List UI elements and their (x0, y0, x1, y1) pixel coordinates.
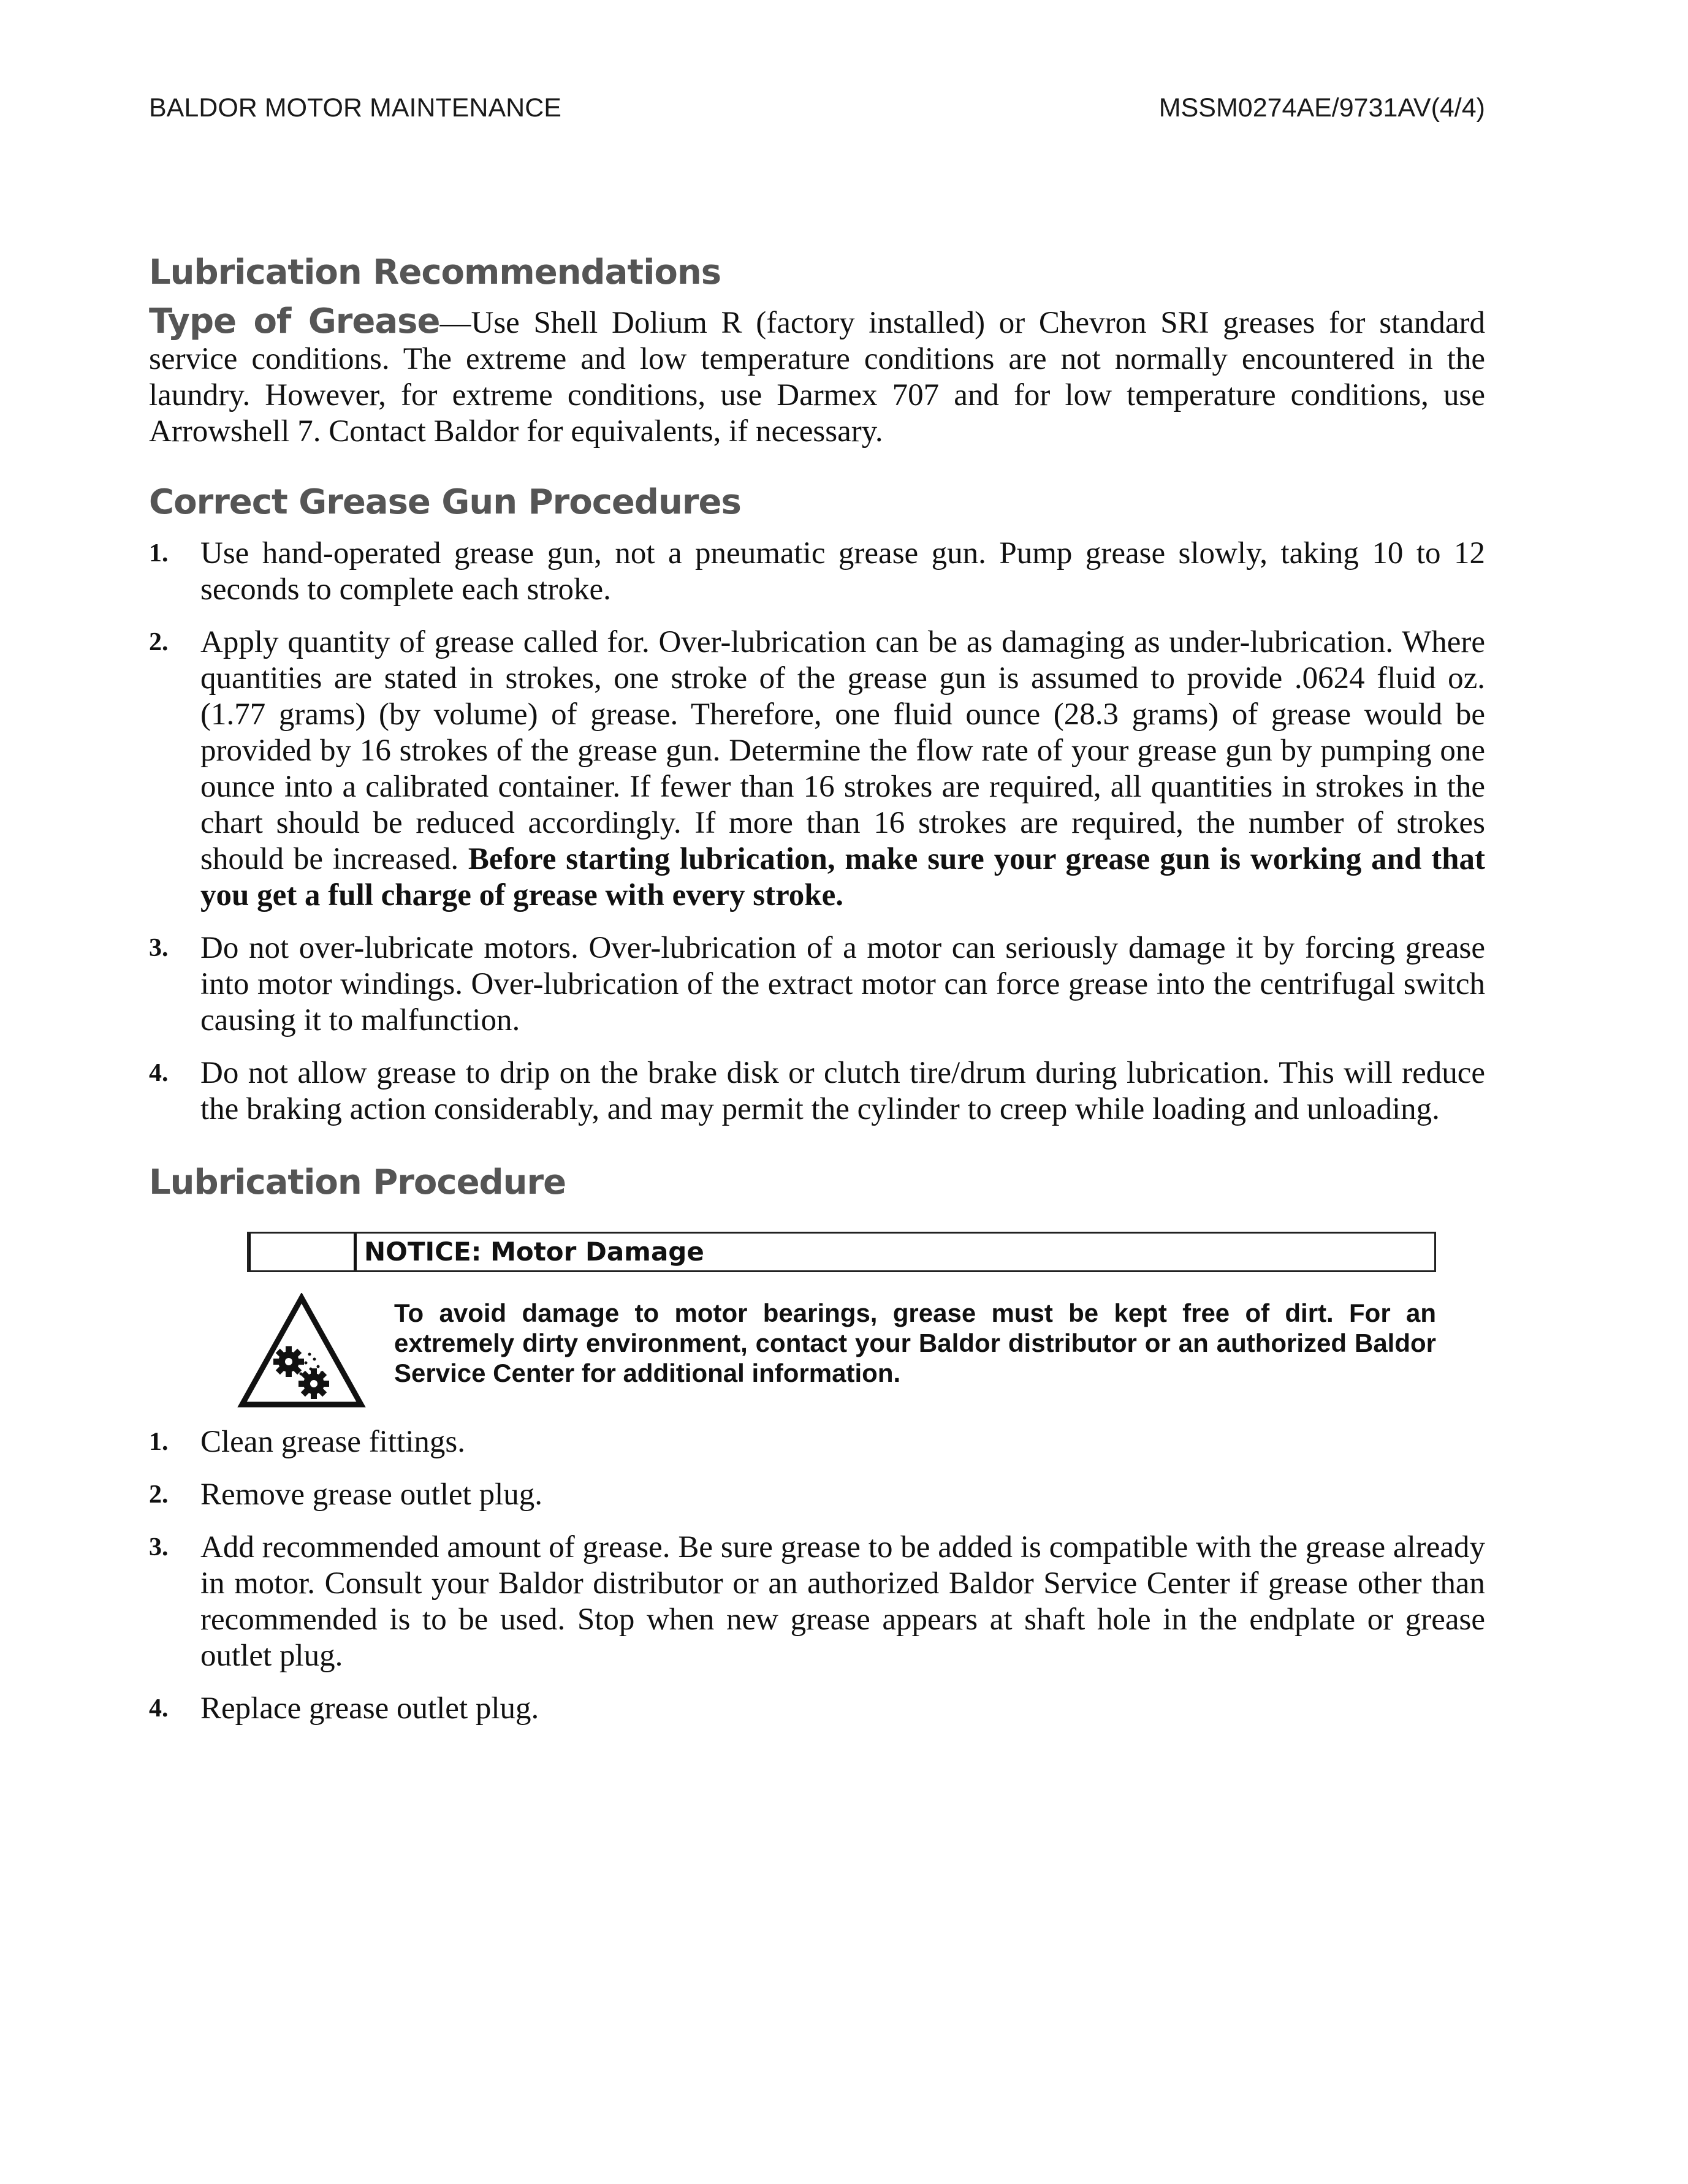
list-item (149, 624, 1485, 914)
header-title: BALDOR MOTOR MAINTENANCE (149, 93, 561, 123)
page-header (149, 93, 1485, 123)
section-title: Lubrication Recommendations (149, 252, 721, 292)
item-number: 2. (149, 628, 169, 656)
list-item (149, 1477, 1485, 1513)
item-text: Add recommended amount of grease. Be sure grease to be added is compatible with the grease already in motor. Consult your Baldor distributor or an authorized Baldor Service Center if grease other than recommended is to be used. Stop when new grease appears at shaft hole in the endplate or grease outlet plug. (200, 1530, 1485, 1673)
type-of-grease-paragraph (149, 303, 1485, 450)
type-of-grease-heading: Type of Grease (149, 301, 440, 341)
item-number: 3. (149, 934, 169, 962)
item-text: Do not allow grease to drip on the brake disk or clutch tire/drum during lubrication. This will reduce the braking action considerably, and may permit the cylinder to creep while loading and unloading. (200, 1056, 1485, 1126)
list-item (149, 930, 1485, 1039)
notice-box (247, 1232, 1436, 1416)
grease-gun-list (149, 536, 1485, 1128)
item-text: Apply quantity of grease called for. Over-lubrication can be as damaging as under-lubrication. Where quantities are stated in strokes, one stroke of the grease gun is assumed to provide .0624 fluid oz. (1.77 grams) (by volume) of grease. Therefore, one fluid ounce (28.3 grams) of grease would be provided by 16 strokes of the grease gun. Determine the flow rate of your grease gun by pumping one ounce into a calibrated container. If fewer than 16 strokes are required, all quantities in strokes in the chart should be reduced accordingly. If more than 16 strokes are required, the number of strokes should be increased. (200, 625, 1485, 876)
item-number: 4. (149, 1694, 169, 1723)
lubrication-procedure-list (149, 1424, 1485, 1727)
document-number: MSSM0274AE/9731AV(4/4) (1158, 93, 1485, 123)
item-text: Clean grease fittings. (200, 1425, 465, 1459)
item-number: 1. (149, 539, 169, 567)
lubrication-procedure-heading: Lubrication Procedure (149, 1162, 566, 1202)
item-text: Remove grease outlet plug. (200, 1477, 543, 1512)
hazard-gears-icon (237, 1293, 366, 1409)
page-content (149, 248, 1485, 1743)
list-item (149, 1424, 1485, 1460)
item-number: 3. (149, 1533, 169, 1561)
notice-title: NOTICE: Motor Damage (364, 1237, 704, 1267)
list-item (149, 536, 1485, 608)
item-text: Use hand-operated grease gun, not a pneumatic grease gun. Pump grease slowly, taking 10 to 12 seconds to complete each stroke. (200, 536, 1485, 607)
item-bold-text: Before starting lubrication, make sure your grease gun is working and that you get a full charge of grease with every stroke. (200, 842, 1486, 912)
item-number: 2. (149, 1481, 169, 1509)
item-text: Replace grease outlet plug. (200, 1691, 539, 1726)
notice-text: To avoid damage to motor bearings, grease must be kept free of dirt. For an extremely dirty environment, contact your Baldor distributor or an authorized Baldor Service Center for additional information. (394, 1299, 1436, 1387)
item-number: 1. (149, 1428, 169, 1456)
grease-gun-heading: Correct Grease Gun Procedures (149, 482, 741, 522)
item-text: Do not over-lubricate motors. Over-lubrication of a motor can seriously damage it by forcing grease into motor windings. Over-lubrication of the extract motor can force grease into the centrifugal switch causing it to malfunction. (200, 931, 1485, 1037)
notice-signal-box (249, 1234, 357, 1270)
list-item (149, 1055, 1485, 1128)
notice-header-bar (247, 1232, 1436, 1272)
type-of-grease-text: —Use Shell Dolium R (factory installed) or Chevron SRI greases for standard service conditions. The extreme and low temperature conditions are not normally encountered in the laundry. However, for extreme conditions, use Darmex 707 and for low temperature conditions, use Arrowshell 7. Contact Baldor for equivalents, if necessary. (149, 306, 1485, 449)
list-item (149, 1691, 1485, 1727)
item-number: 4. (149, 1059, 169, 1087)
list-item (149, 1530, 1485, 1674)
